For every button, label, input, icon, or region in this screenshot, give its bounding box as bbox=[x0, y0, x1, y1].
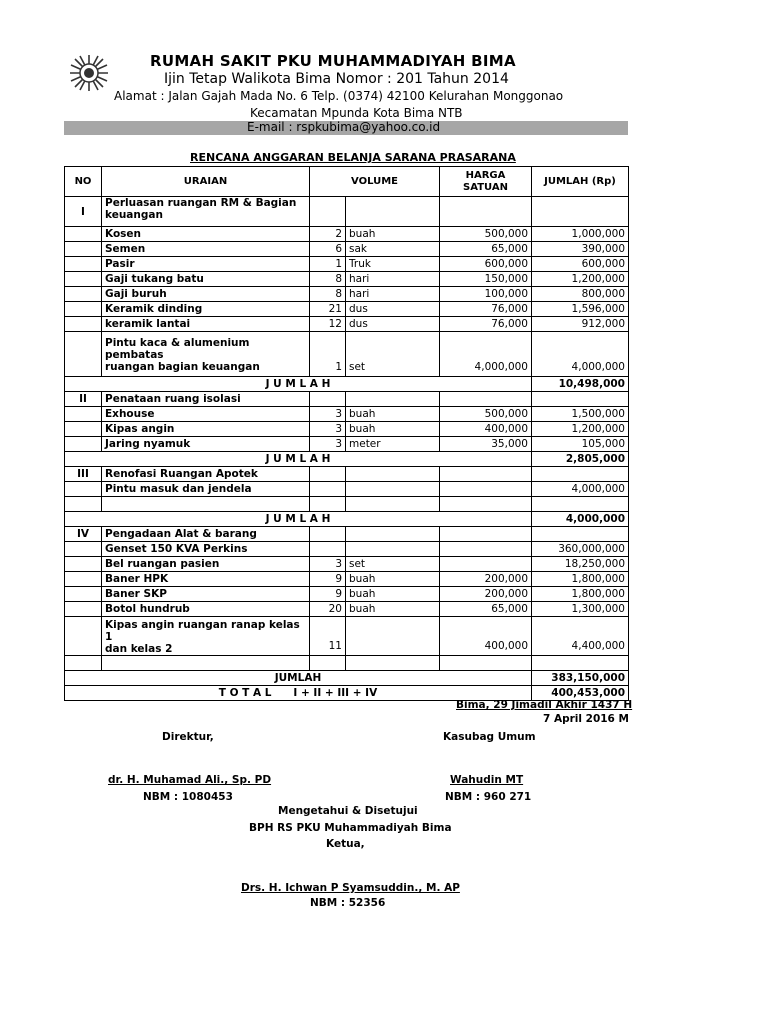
table-row: Keramik dinding 21 dus 76,000 1,596,000 bbox=[65, 302, 629, 317]
approval-line-1: Mengetahui & Disetujui bbox=[278, 805, 418, 817]
table-row: Gaji buruh 8 hari 100,000 800,000 bbox=[65, 287, 629, 302]
director-name: dr. H. Muhamad Ali., Sp. PD bbox=[108, 774, 272, 786]
address-line-2: Kecamatan Mpunda Kota Bima NTB bbox=[250, 106, 463, 120]
email-bar bbox=[64, 121, 628, 135]
table-row: Pasir 1 Truk 600,000 600,000 bbox=[65, 257, 629, 272]
approval-line-3: Ketua, bbox=[326, 838, 365, 850]
table-row: Pintu kaca & alumenium pembatas ruangan bagian keuangan 1 set 4,000,000 4,000,000 bbox=[65, 332, 629, 377]
subtotal-row: J U M L A H 4,000,000 bbox=[65, 512, 629, 527]
email-text: E-mail : rspkubima@yahoo.co.id bbox=[247, 120, 441, 134]
table-row: Baner SKP 9 buah 200,000 1,800,000 bbox=[65, 587, 629, 602]
chair-name: Drs. H. Ichwan P Syamsuddin., M. AP bbox=[241, 882, 460, 894]
date-masehi: 7 April 2016 M bbox=[543, 713, 629, 725]
address-line-1: Alamat : Jalan Gajah Mada No. 6 Telp. (0374) 42100 Kelurahan Monggonao bbox=[114, 89, 564, 103]
approval-line-2: BPH RS PKU Muhammadiyah Bima bbox=[249, 822, 452, 834]
table-row: Kosen 2 buah 500,000 1,000,000 bbox=[65, 227, 629, 242]
table-row: Exhouse 3 buah 500,000 1,500,000 bbox=[65, 407, 629, 422]
col-jumlah: JUMLAH (Rp) bbox=[532, 167, 629, 197]
license-line: Ijin Tetap Walikota Bima Nomor : 201 Tahun 2014 bbox=[164, 71, 509, 87]
table-row-empty bbox=[65, 656, 629, 671]
section-row: II Penataan ruang isolasi bbox=[65, 392, 629, 407]
table-row-empty bbox=[65, 497, 629, 512]
hospital-name: RUMAH SAKIT PKU MUHAMMADIYAH BIMA bbox=[150, 52, 516, 70]
table-row: Baner HPK 9 buah 200,000 1,800,000 bbox=[65, 572, 629, 587]
kasubag-role: Kasubag Umum bbox=[443, 731, 536, 743]
table-header-row bbox=[65, 167, 629, 197]
col-no: NO bbox=[65, 167, 102, 197]
kasubag-name: Wahudin MT bbox=[450, 774, 524, 786]
chair-nbm: NBM : 52356 bbox=[310, 897, 386, 909]
table-row: Genset 150 KVA Perkins 360,000,000 bbox=[65, 542, 629, 557]
col-volume: VOLUME bbox=[310, 167, 440, 197]
section-row: III Renofasi Ruangan Apotek bbox=[65, 467, 629, 482]
director-nbm: NBM : 1080453 bbox=[143, 791, 233, 803]
table-row: Semen 6 sak 65,000 390,000 bbox=[65, 242, 629, 257]
col-harga: HARGA SATUAN bbox=[440, 167, 532, 197]
table-row: Pintu masuk dan jendela 4,000,000 bbox=[65, 482, 629, 497]
table-row: Kipas angin ruangan ranap kelas 1 dan kelas 2 11 400,000 4,400,000 bbox=[65, 617, 629, 656]
grand-total-row: T O T A L I + II + III + IV 400,453,000 bbox=[65, 686, 629, 701]
table-row: Jaring nyamuk 3 meter 35,000 105,000 bbox=[65, 437, 629, 452]
muhammadiyah-logo bbox=[66, 53, 112, 93]
table-row: Botol hundrub 20 buah 65,000 1,300,000 bbox=[65, 602, 629, 617]
section-row bbox=[65, 197, 629, 227]
budget-table bbox=[64, 166, 629, 701]
subtotal-row: J U M L A H 2,805,000 bbox=[65, 452, 629, 467]
section-title: Perluasan ruangan RM & Bagian keuangan bbox=[102, 197, 310, 227]
subtotal-row: JUMLAH 383,150,000 bbox=[65, 671, 629, 686]
table-row: keramik lantai 12 dus 76,000 912,000 bbox=[65, 317, 629, 332]
date-hijri: Bima, 29 Jimadil Akhir 1437 H bbox=[456, 699, 633, 711]
table-row: Kipas angin 3 buah 400,000 1,200,000 bbox=[65, 422, 629, 437]
section-no: I bbox=[65, 197, 102, 227]
document-title: RENCANA ANGGARAN BELANJA SARANA PRASARANA bbox=[190, 151, 516, 164]
section-row: IV Pengadaan Alat & barang bbox=[65, 527, 629, 542]
kasubag-nbm: NBM : 960 271 bbox=[445, 791, 532, 803]
table-row: Gaji tukang batu 8 hari 150,000 1,200,000 bbox=[65, 272, 629, 287]
subtotal-row: J U M L A H 10,498,000 bbox=[65, 377, 629, 392]
table-row: Bel ruangan pasien 3 set 18,250,000 bbox=[65, 557, 629, 572]
col-uraian: URAIAN bbox=[102, 167, 310, 197]
director-role: Direktur, bbox=[162, 731, 214, 743]
